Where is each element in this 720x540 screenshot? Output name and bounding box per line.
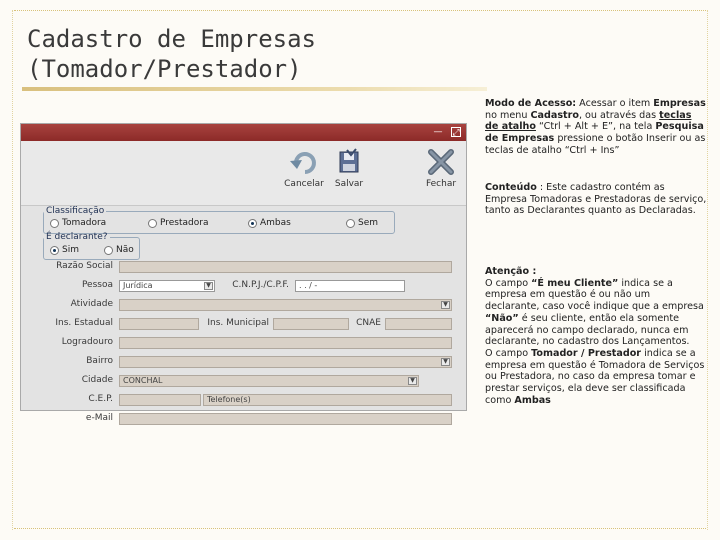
atividade-select[interactable]: [119, 299, 452, 311]
cnpj-label: C.N.P.J./C.P.F.: [232, 280, 289, 290]
chevron-down-icon: ▼: [204, 282, 213, 290]
attention-heading: Atenção :: [485, 266, 537, 277]
logradouro-label: Logradouro: [61, 337, 113, 347]
classification-legend: Classificação: [46, 206, 105, 216]
radio-prestadora-dot: [148, 219, 157, 228]
ins-municipal-field[interactable]: [273, 318, 349, 330]
attention-text-2: indica se a empresa em questão é ou não um declarante, caso você indique que a empresa: [485, 277, 704, 313]
attention-paragraph-1: [485, 278, 707, 348]
save-icon: [334, 149, 364, 175]
slide-border-left: [12, 10, 13, 530]
cnae-field[interactable]: [385, 318, 452, 330]
toolbar: [21, 141, 466, 206]
attention-heading-line: [485, 266, 707, 278]
cancel-button-label: Cancelar: [284, 179, 324, 189]
radio-sim-label: Sim: [62, 245, 79, 255]
cep-label: C.E.P.: [88, 394, 113, 404]
bairro-select[interactable]: [119, 356, 452, 368]
attention-bold-2: “Não”: [485, 312, 519, 324]
radio-tomadora[interactable]: [50, 218, 106, 228]
access-section: [485, 98, 707, 157]
attention-section: [485, 266, 707, 406]
minimize-icon[interactable]: —: [433, 127, 443, 137]
telefone-label: Telefone(s): [207, 395, 251, 404]
radio-ambas-label: Ambas: [260, 218, 291, 228]
content-text: : Este cadastro contém as Empresa Tomadoras e Prestadoras de serviço, tanto as Declarantes quanto as Declaradas.: [485, 182, 707, 217]
radio-nao-dot: [104, 246, 113, 255]
ins-estadual-label: Ins. Estadual: [55, 318, 113, 328]
cidade-select[interactable]: [119, 375, 419, 387]
slide-title-line2: (Tomador/Prestador): [27, 55, 302, 83]
attention-text-3: é seu cliente, então ela somente aparecerá no campo declarado, nunca em declarante, no cadastro dos Lançamentos.: [485, 312, 690, 348]
attention-bold-3: Tomador / Prestador: [531, 347, 642, 359]
radio-prestadora-label: Prestadora: [160, 218, 209, 228]
slide-border-bottom: [14, 528, 706, 529]
radio-tomadora-label: Tomadora: [62, 218, 107, 228]
pessoa-select[interactable]: [119, 280, 215, 292]
radio-tomadora-dot: [50, 219, 59, 228]
undo-icon: [289, 149, 319, 175]
chevron-down-icon: ▼: [441, 301, 450, 309]
restore-icon[interactable]: ⤢: [452, 128, 460, 138]
radio-ambas[interactable]: [248, 218, 291, 228]
close-icon: [426, 149, 456, 175]
slide-border-right: [707, 10, 708, 530]
attention-bold-1: “É meu Cliente”: [531, 277, 619, 289]
access-heading: Modo de Acesso:: [485, 98, 577, 109]
content-heading: Conteúdo: [485, 182, 537, 193]
content-paragraph: [485, 182, 707, 217]
access-text-3: , ou através das: [578, 109, 660, 121]
attention-text-5: indica se a empresa em questão é Tomadora de Serviços ou Prestadora, no caso da empresa tomar e prestar serviços, ela deve ser classificada como: [485, 347, 705, 406]
radio-sem-dot: [346, 219, 355, 228]
cancel-button[interactable]: [281, 149, 327, 189]
access-bold-2: Cadastro: [530, 109, 579, 121]
radio-nao-label: Não: [116, 245, 134, 255]
access-underlined: teclas de atalho: [485, 109, 692, 133]
slide-title-line1: Cadastro de Empresas: [27, 25, 316, 53]
ins-municipal-label: Ins. Municipal: [207, 318, 269, 328]
cnae-label: CNAE: [356, 318, 381, 328]
radio-nao[interactable]: [104, 245, 134, 255]
close-button[interactable]: [418, 149, 464, 189]
attention-text-1: O campo: [485, 277, 532, 289]
radio-sim[interactable]: [50, 245, 79, 255]
razao-social-field[interactable]: [119, 261, 452, 273]
access-paragraph: [485, 98, 707, 157]
access-bold-1: Empresas: [653, 98, 706, 109]
email-field[interactable]: [119, 413, 452, 425]
cnpj-mask: . . / -: [299, 281, 318, 290]
access-text-1: Acessar o item: [576, 98, 654, 109]
access-text-4: “Ctrl + Alt + E”, na tela: [535, 121, 656, 133]
cep-field[interactable]: [119, 394, 201, 406]
bairro-label: Bairro: [86, 356, 113, 366]
company-form-window: [20, 123, 467, 423]
radio-prestadora[interactable]: [148, 218, 208, 228]
access-bold-3: Pesquisa de Empresas: [485, 121, 704, 145]
radio-sim-dot: [50, 246, 59, 255]
radio-sem-label: Sem: [358, 218, 379, 228]
cidade-label: Cidade: [81, 375, 113, 385]
cidade-value: CONCHAL: [123, 376, 163, 385]
attention-bold-4: Ambas: [514, 394, 551, 406]
razao-social-label: Razão Social: [56, 261, 113, 271]
radio-sem[interactable]: [346, 218, 378, 228]
access-text-2: no menu: [485, 109, 531, 121]
save-button[interactable]: [326, 149, 372, 189]
chevron-down-icon: ▼: [441, 358, 450, 366]
atividade-label: Atividade: [70, 299, 113, 309]
chevron-down-icon: ▼: [408, 377, 417, 385]
email-label: e-Mail: [85, 413, 113, 423]
attention-text-4: O campo: [485, 347, 532, 359]
pessoa-value: Jurídica: [123, 281, 153, 290]
ins-estadual-field[interactable]: [119, 318, 199, 330]
title-underline: [22, 87, 487, 91]
slide-border-top: [14, 10, 706, 11]
cnpj-field[interactable]: [295, 280, 405, 292]
window-titlebar: [21, 124, 466, 141]
logradouro-field[interactable]: [119, 337, 452, 349]
telefone-field[interactable]: [203, 394, 452, 406]
access-text-5: pressione o botão Inserir ou as teclas de atalho “Ctrl + Ins”: [485, 133, 706, 156]
close-button-label: Fechar: [425, 179, 457, 189]
attention-paragraph-2: [485, 348, 707, 407]
save-button-label: Salvar: [334, 179, 364, 189]
pessoa-label: Pessoa: [81, 280, 113, 290]
content-section: [485, 182, 707, 217]
slide-title: [27, 24, 316, 84]
radio-ambas-dot: [248, 219, 257, 228]
declarant-legend: É declarante?: [46, 232, 108, 242]
